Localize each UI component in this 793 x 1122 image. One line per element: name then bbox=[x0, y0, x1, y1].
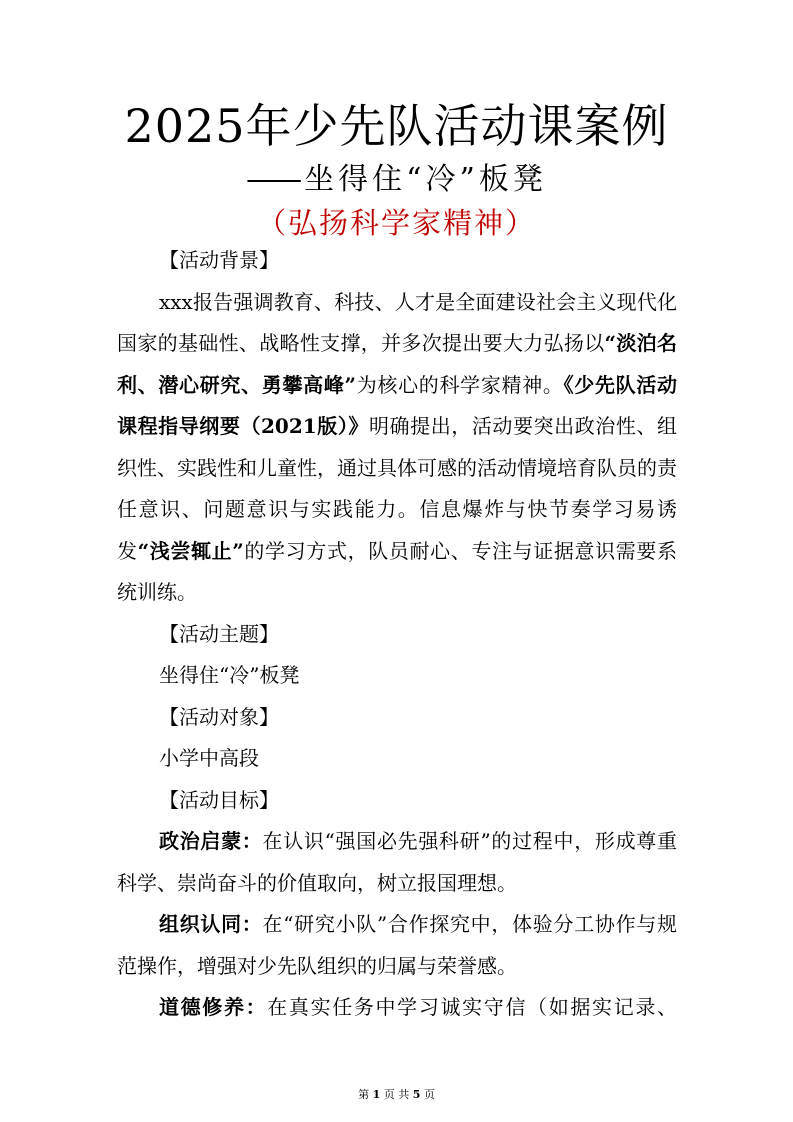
background-bold-2: 《少先队活动课程指导纲要（2021版）》 bbox=[117, 372, 678, 438]
section-heading-theme: 【活动主题】 bbox=[159, 621, 279, 646]
section-heading-background: 【活动背景】 bbox=[159, 248, 279, 272]
footer-mid: 页 共 bbox=[383, 1088, 410, 1101]
document-subtitle-red: （弘扬科学家精神） bbox=[256, 206, 536, 240]
goal-label: 组织认同： bbox=[159, 912, 263, 936]
background-text-3: 明确提出，活动要突出政治性、组织性、实践性和儿童性，通过具体可感的活动情境培育队员的责任意识、问题意识与实践能力。信息爆炸与快节奏学习易诱发 bbox=[117, 414, 677, 563]
document-body bbox=[117, 240, 677, 1029]
theme-text: 坐得住“冷”板凳 bbox=[159, 663, 300, 687]
subtitle-dash: —— bbox=[246, 162, 299, 197]
section-heading-goals: 【活动目标】 bbox=[159, 787, 279, 812]
goal-label: 政治启蒙： bbox=[159, 829, 263, 853]
document-title: 2025年少先队活动课案例 bbox=[124, 99, 669, 153]
footer-page-number: 1 bbox=[372, 1088, 381, 1101]
goal-item bbox=[117, 821, 677, 904]
footer-total-pages: 5 bbox=[412, 1088, 421, 1101]
goal-text: 在认识“强国必先强科研”的过程中，形成尊重科学、崇尚奋斗的价值取向，树立报国理想。 bbox=[117, 829, 678, 895]
background-bold-1: “淡泊名利、潜心研究、勇攀高峰” bbox=[117, 331, 677, 397]
background-text-4: 的学习方式，队员耐心、专注与证据意识需要系统训练。 bbox=[117, 538, 678, 604]
footer-prefix: 第 bbox=[358, 1088, 370, 1101]
footer-suffix: 页 bbox=[423, 1088, 435, 1101]
background-paragraph bbox=[117, 282, 677, 614]
section-heading-target: 【活动对象】 bbox=[159, 704, 279, 729]
goal-text: 在真实任务中学习诚实守信（如据实记录、 bbox=[267, 995, 678, 1019]
goal-item bbox=[117, 987, 677, 1029]
goal-label: 道德修养： bbox=[159, 995, 268, 1019]
background-text-1: xxx报告强调教育、科技、人才是全面建设社会主义现代化国家的基础性、战略性支撑，并多次提出要大力弘扬以 bbox=[117, 289, 677, 355]
background-bold-3: “浅尝辄止” bbox=[137, 538, 244, 563]
goal-text: 在“研究小队”合作探究中，体验分工协作与规范操作，增强对少先队组织的归属与荣誉感。 bbox=[117, 912, 678, 978]
subtitle-text: 坐得住“冷”板凳 bbox=[304, 162, 547, 197]
background-text-2: 为核心的科学家精神。 bbox=[356, 372, 564, 397]
document-subtitle bbox=[0, 160, 793, 200]
goal-item bbox=[117, 904, 677, 987]
page-footer bbox=[0, 1088, 793, 1102]
target-text: 小学中高段 bbox=[159, 746, 259, 770]
